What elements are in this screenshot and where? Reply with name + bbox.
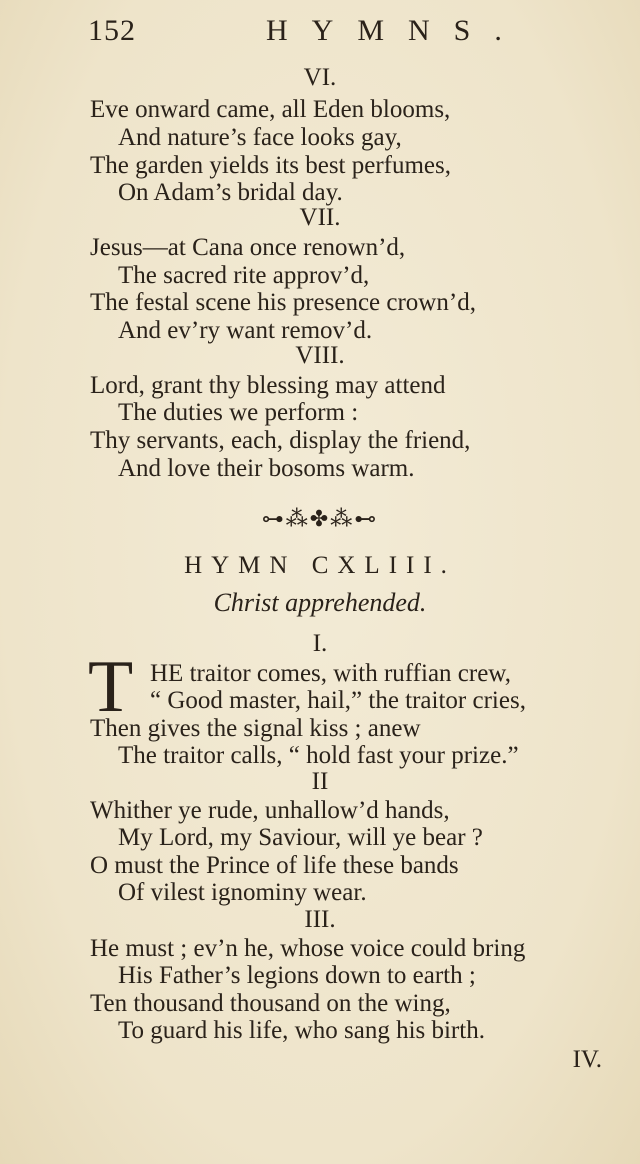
drop-cap: T — [88, 646, 134, 728]
verse-line: “ Good master, hail,” the traitor cries, — [150, 687, 526, 714]
page-header — [88, 14, 530, 50]
hymn-title: HYMN CXLIII. — [184, 552, 456, 579]
stanza-numeral: VI. — [303, 64, 337, 91]
verse-line: His Father’s legions down to earth ; — [118, 962, 476, 989]
verse-line: Of vilest ignominy wear. — [118, 879, 367, 906]
stanza-numeral: I. — [312, 630, 328, 657]
verse-line: And love their bosoms warm. — [118, 455, 415, 482]
running-head: HYMNS. — [266, 14, 526, 47]
verse-line: The sacred rite approv’d, — [118, 262, 370, 289]
verse-line: My Lord, my Saviour, will ye bear ? — [118, 824, 483, 851]
verse-line: Eve onward came, all Eden blooms, — [90, 96, 451, 123]
verse-line: To guard his life, who sang his birth. — [118, 1017, 485, 1044]
verse-line: Thy servants, each, display the friend, — [90, 427, 471, 454]
verse-line: HE traitor comes, with ruffian crew, — [150, 660, 511, 687]
verse-line: The garden yields its best perfumes, — [90, 152, 452, 179]
printer-ornament: ⊶⁂✤⁂⊷ — [261, 506, 379, 531]
catchword: IV. — [572, 1046, 602, 1073]
verse-line: O must the Prince of life these bands — [90, 852, 459, 879]
verse-line: Jesus—at Cana once renown’d, — [90, 234, 406, 261]
verse-line: Lord, grant thy blessing may attend — [90, 372, 446, 399]
verse-line: Whither ye rude, unhallow’d hands, — [90, 797, 450, 824]
verse-line: The festal scene his presence crown’d, — [90, 289, 476, 316]
stanza-numeral: II — [311, 768, 329, 795]
verse-line: Then gives the signal kiss ; anew — [90, 715, 421, 742]
verse-line: And ev’ry want remov’d. — [118, 317, 373, 344]
verse-line: He must ; ev’n he, whose voice could bring — [90, 935, 526, 962]
stanza-numeral: VIII. — [295, 342, 345, 369]
verse-line: And nature’s face looks gay, — [118, 124, 402, 151]
verse-line: On Adam’s bridal day. — [118, 179, 343, 206]
page-number: 152 — [88, 14, 136, 47]
verse-line: The traitor calls, “ hold fast your prize.” — [118, 742, 519, 769]
stanza-numeral: III. — [304, 906, 336, 933]
verse-line: Ten thousand thousand on the wing, — [90, 990, 451, 1017]
stanza-numeral: VII. — [299, 204, 341, 231]
hymn-subtitle: Christ apprehended. — [213, 588, 427, 617]
verse-line: The duties we perform : — [118, 399, 359, 426]
